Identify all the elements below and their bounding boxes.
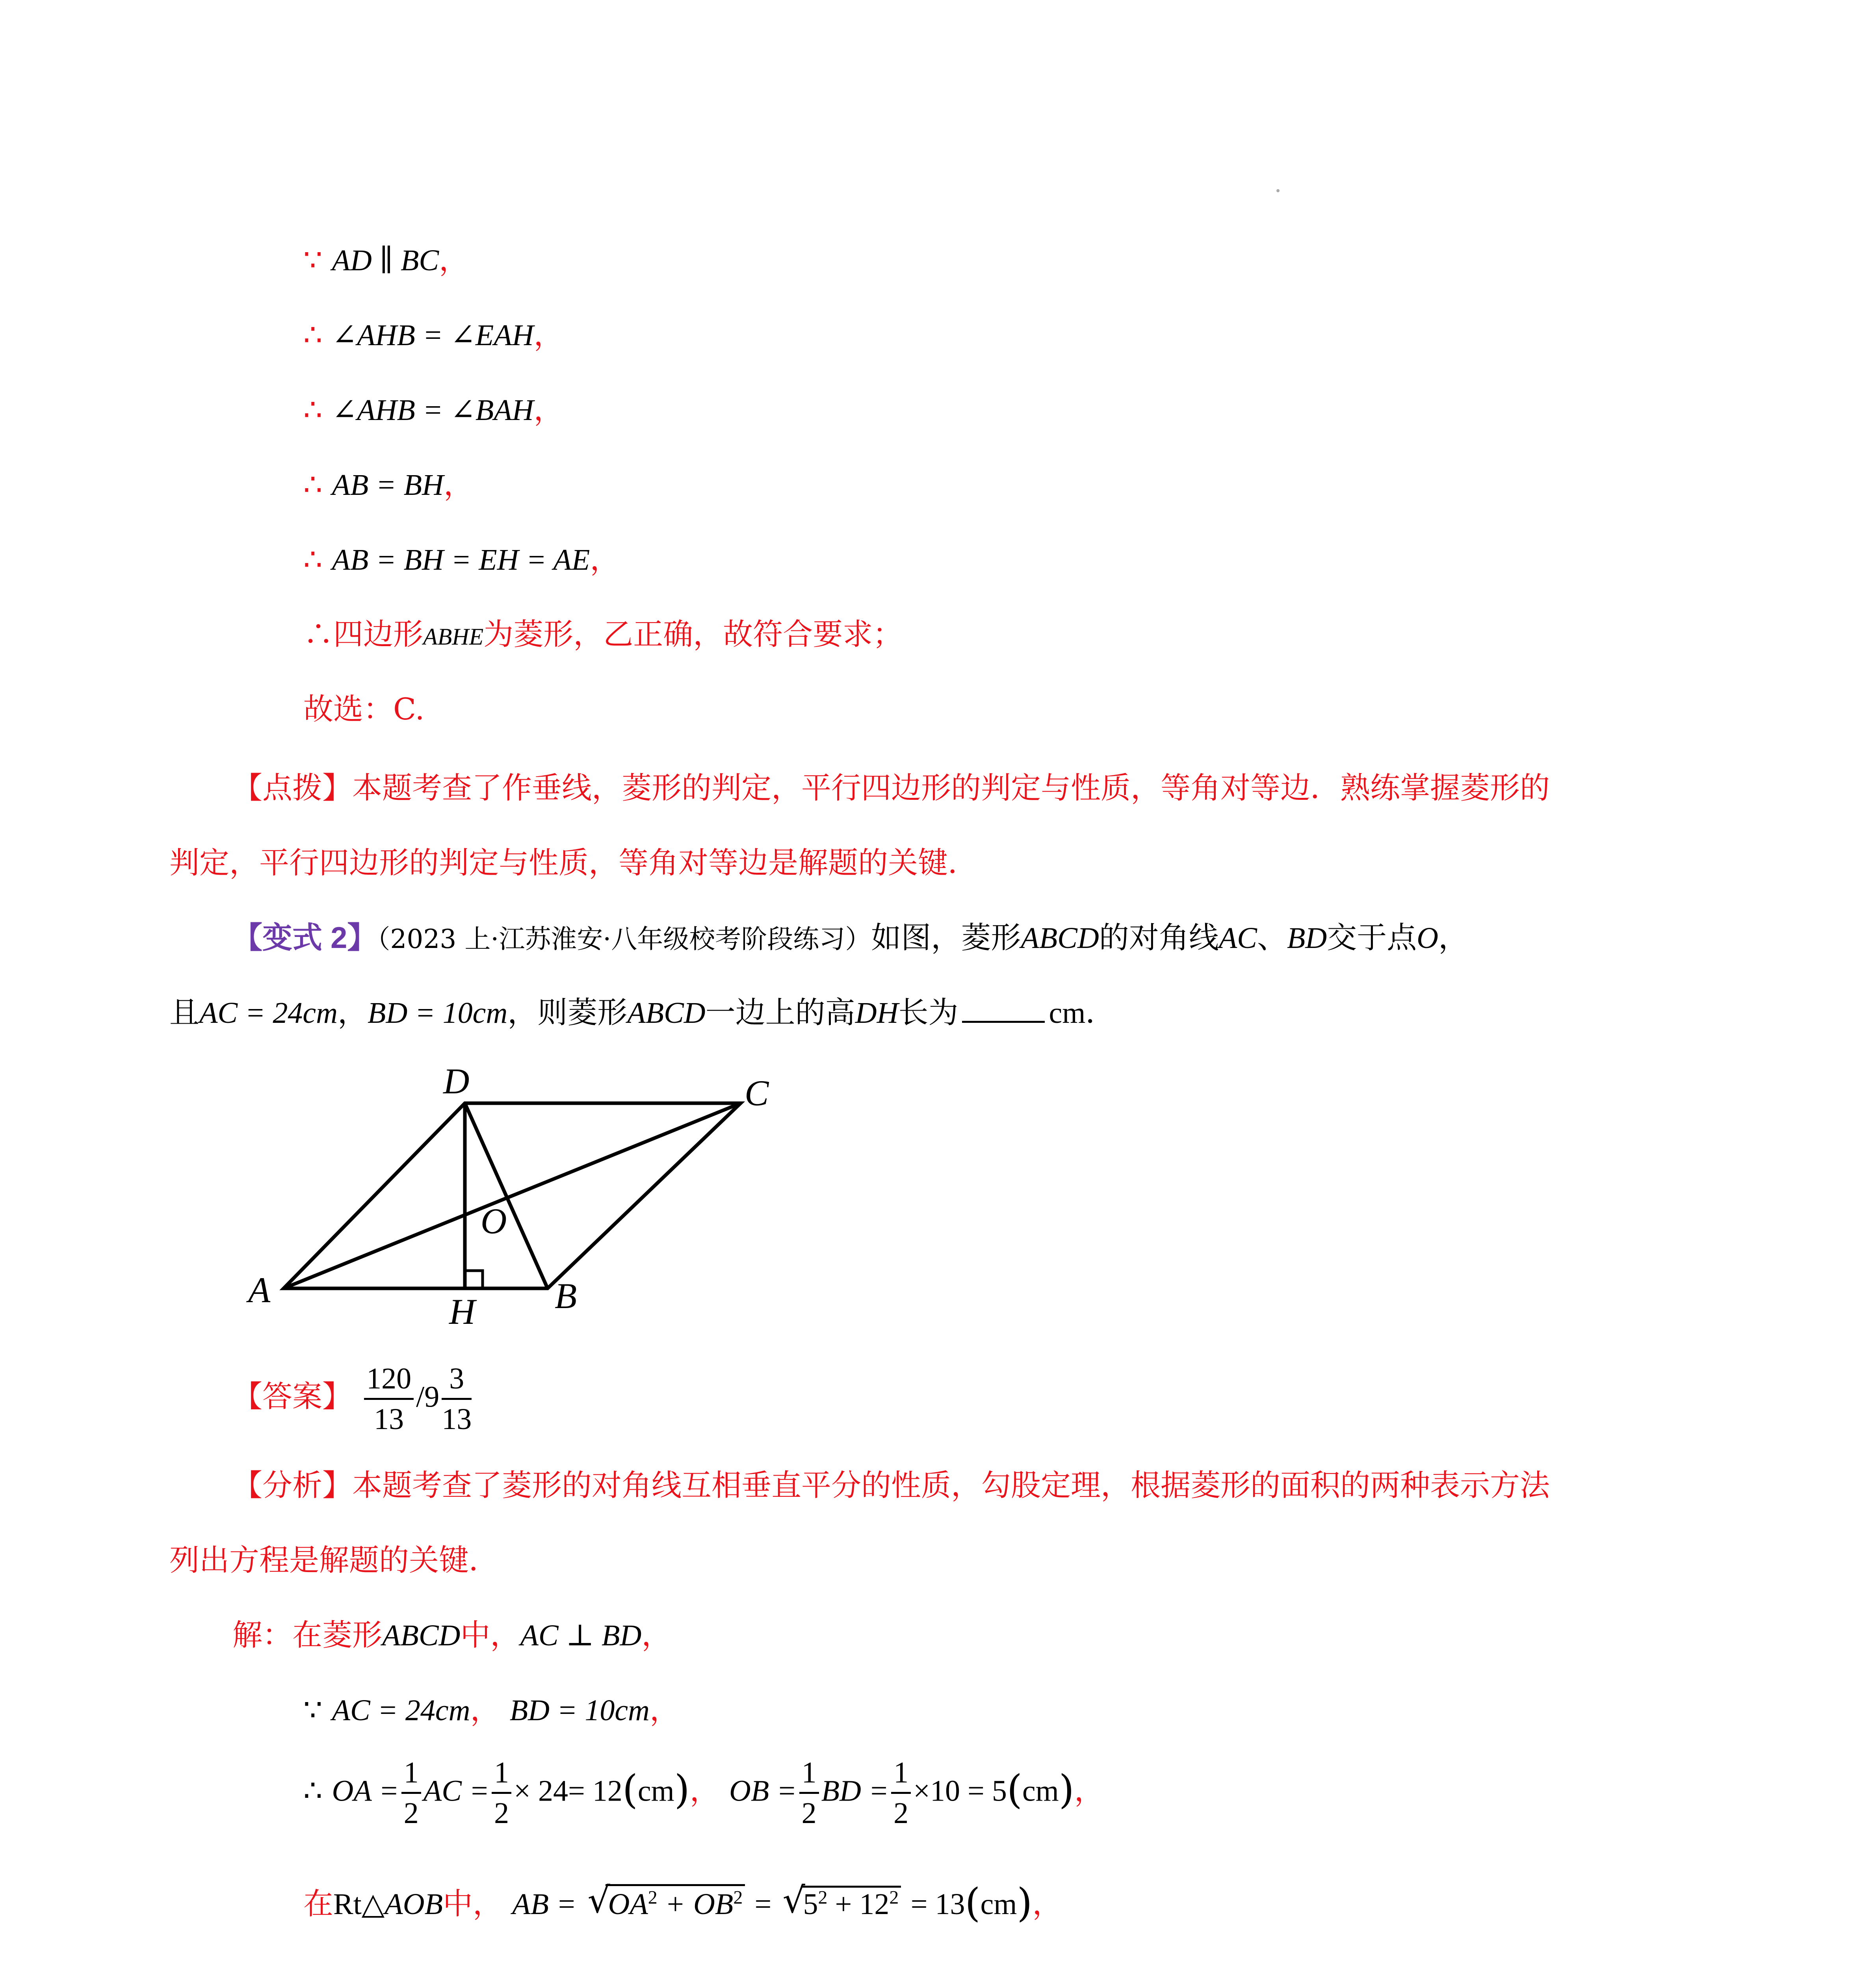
analysis-label: 【分析】	[232, 1468, 352, 1503]
text: 长为	[898, 995, 958, 1030]
math: AC =	[423, 1774, 490, 1808]
text: 为菱形，乙正确，故符合要求；	[483, 617, 903, 652]
proof-line-6	[303, 615, 903, 656]
operator: =	[754, 1888, 772, 1921]
because-symbol: ∵	[303, 242, 323, 277]
label-b: B	[555, 1276, 577, 1316]
text: ，则菱形	[507, 995, 628, 1030]
number: 5	[803, 1888, 818, 1921]
mixed-fraction	[442, 1359, 472, 1438]
text: 中，	[460, 1617, 520, 1652]
analysis-text: 列出方程是解题的关键．	[169, 1543, 499, 1578]
math: O	[1417, 922, 1439, 955]
proof-line-5	[303, 540, 620, 580]
separator: /	[416, 1380, 425, 1414]
math: DH	[855, 996, 899, 1030]
math: = 13	[910, 1888, 965, 1921]
math: AC = 24cm	[332, 1694, 470, 1727]
math-expression: AB = BH	[332, 468, 444, 502]
text: 中，	[443, 1886, 503, 1921]
conclusion: 故选：C.	[303, 691, 425, 727]
punct: ，	[443, 467, 474, 502]
denominator: 13	[442, 1403, 472, 1436]
label-a: A	[248, 1270, 271, 1310]
numerator: 1	[891, 1753, 911, 1794]
label-c: C	[745, 1073, 769, 1113]
text: 如图，菱形	[871, 920, 1021, 955]
math: × 24= 12	[514, 1774, 622, 1808]
exponent: 2	[733, 1887, 743, 1908]
math-expression: AD ∥ BC	[332, 244, 439, 277]
math: Rt△	[333, 1888, 385, 1921]
math: OB	[693, 1888, 734, 1921]
fraction	[401, 1753, 421, 1832]
tip-text: 判定，平行四边形的判定与性质，等角对等边是解题的关键．	[169, 845, 978, 880]
text: ∴四边形	[303, 617, 423, 652]
punct: ，	[533, 392, 564, 427]
tip-line-2	[169, 843, 978, 883]
proof-line-3	[303, 390, 564, 430]
punct: ，	[689, 1773, 720, 1808]
therefore-symbol: ∴	[303, 467, 323, 502]
unit: cm	[1049, 996, 1086, 1030]
punct: ，	[590, 542, 620, 577]
math: BD =	[821, 1774, 889, 1808]
math: OA =	[332, 1774, 399, 1808]
punct: ，	[533, 317, 564, 352]
question-line-1	[232, 918, 1468, 959]
solution-line-1	[232, 1615, 671, 1655]
whole-part: 9	[424, 1380, 440, 1414]
text: ．	[1085, 995, 1116, 1030]
math: ABCD	[1021, 922, 1099, 955]
punct: ，	[1032, 1886, 1062, 1921]
text: ，	[338, 995, 368, 1030]
unit: cm	[980, 1888, 1017, 1921]
text: 的对角线	[1099, 920, 1219, 955]
therefore-symbol: ∴	[303, 542, 323, 577]
denominator: 2	[801, 1797, 817, 1830]
answer-label: 【答案】	[232, 1379, 352, 1414]
text: ，	[641, 1617, 672, 1652]
punct: ，	[470, 1692, 500, 1727]
denominator: 2	[403, 1797, 419, 1830]
text: 、	[1257, 920, 1287, 955]
punct: ，	[439, 242, 469, 277]
exponent: 2	[889, 1887, 899, 1908]
analysis-line-1	[232, 1466, 1550, 1505]
answer-line	[232, 1359, 474, 1438]
numerator: 1	[799, 1753, 819, 1794]
math: ×10 = 5	[913, 1774, 1007, 1808]
math: BD = 10cm	[368, 996, 508, 1030]
diagonal-ac	[284, 1103, 741, 1288]
math: OB =	[729, 1774, 797, 1808]
math: AC	[1218, 922, 1257, 955]
because-symbol: ∵	[303, 1692, 323, 1727]
answer-blank	[962, 997, 1045, 1023]
square-root: √ $OA^2 + OB^2$	[587, 1884, 745, 1924]
number: 12	[859, 1888, 890, 1921]
punct: ，	[1074, 1773, 1104, 1808]
analysis-line-2	[169, 1541, 499, 1580]
proof-line-4	[303, 465, 474, 505]
solution-line-3: ∴ OA = $\frac{1}{2}$ AC = $\frac{1}{2}$ × 24= 12(cm)， OB = $\frac{1}{2}$ BD = $\frac{1}{2}$ ×10 = 5(cm)，	[303, 1753, 1104, 1832]
tip-line-1	[232, 768, 1550, 808]
analysis-text: 本题考查了菱形的对角线互相垂直平分的性质，勾股定理，根据菱形的面积的两种表示方法	[352, 1468, 1550, 1503]
math: AC = 24cm	[199, 996, 338, 1030]
therefore-symbol: ∴	[303, 317, 323, 352]
fraction	[799, 1753, 819, 1832]
rhombus-diagram	[236, 1056, 788, 1340]
operator: +	[835, 1888, 852, 1921]
math: AB =	[512, 1888, 577, 1921]
unit: cm	[1022, 1774, 1059, 1808]
math-expression: AB = BH = EH = AE	[332, 543, 590, 576]
label-d: D	[443, 1061, 470, 1101]
fraction	[492, 1753, 511, 1832]
denominator: 2	[494, 1797, 509, 1830]
unit: cm	[637, 1774, 674, 1808]
text: 一边上的高	[705, 995, 855, 1030]
question-label: 【变式 2】	[232, 921, 377, 955]
therefore-symbol: ∴	[303, 1773, 323, 1808]
question-line-2	[169, 993, 1115, 1033]
diagonal-bd	[465, 1103, 548, 1288]
math-expression: ABHE	[423, 624, 484, 650]
numerator: 3	[442, 1359, 472, 1400]
exponent: 2	[648, 1887, 658, 1908]
therefore-symbol: ∴	[303, 392, 323, 427]
text: 且	[169, 995, 199, 1030]
numerator: 1	[401, 1753, 421, 1794]
punct: ，	[649, 1692, 680, 1727]
text: 在	[303, 1886, 333, 1921]
math-expression: ∠AHB = ∠EAH	[332, 319, 534, 352]
math: AOB	[384, 1888, 443, 1921]
answer-fraction	[364, 1359, 414, 1438]
math-expression: ∠AHB = ∠BAH	[332, 394, 534, 427]
text: ，	[1438, 920, 1469, 955]
numerator: 120	[364, 1359, 414, 1400]
fraction	[891, 1753, 911, 1832]
math: ABCD	[627, 996, 706, 1030]
label-h: H	[449, 1292, 476, 1332]
solution-line-2	[303, 1690, 680, 1730]
proof-line-1	[303, 240, 469, 280]
denominator: 2	[893, 1797, 909, 1830]
speck	[1276, 189, 1280, 192]
math: BD = 10cm	[509, 1694, 650, 1727]
text: 交于点	[1327, 920, 1417, 955]
denominator: 13	[374, 1403, 404, 1436]
operator: +	[667, 1888, 684, 1921]
numerator: 1	[492, 1753, 511, 1794]
tip-text: 本题考查了作垂线，菱形的判定，平行四边形的判定与性质，等角对等边．熟练掌握菱形的	[352, 770, 1550, 805]
text: 解：在菱形	[232, 1617, 382, 1652]
math: BD	[1287, 922, 1327, 955]
math: ABCD	[382, 1619, 461, 1652]
question-source: （2023 上·江苏淮安·八年级校考阶段练习）	[377, 924, 871, 954]
tip-label: 【点拨】	[232, 770, 352, 805]
proof-line-7	[303, 690, 425, 729]
math: AC ⊥ BD	[520, 1619, 642, 1652]
proof-line-2	[303, 315, 564, 355]
solution-line-4: 在Rt△AOB中， AB = √ $OA^2 + OB^2$ = √ $5^2 + 12^2 = 13(cm)$，	[303, 1880, 1062, 1926]
label-o: O	[481, 1201, 507, 1241]
math: OA	[608, 1888, 648, 1921]
square-root: √ $5^2 + 12^2$	[783, 1884, 901, 1924]
right-angle-mark	[465, 1271, 483, 1288]
exponent: 2	[818, 1887, 828, 1908]
